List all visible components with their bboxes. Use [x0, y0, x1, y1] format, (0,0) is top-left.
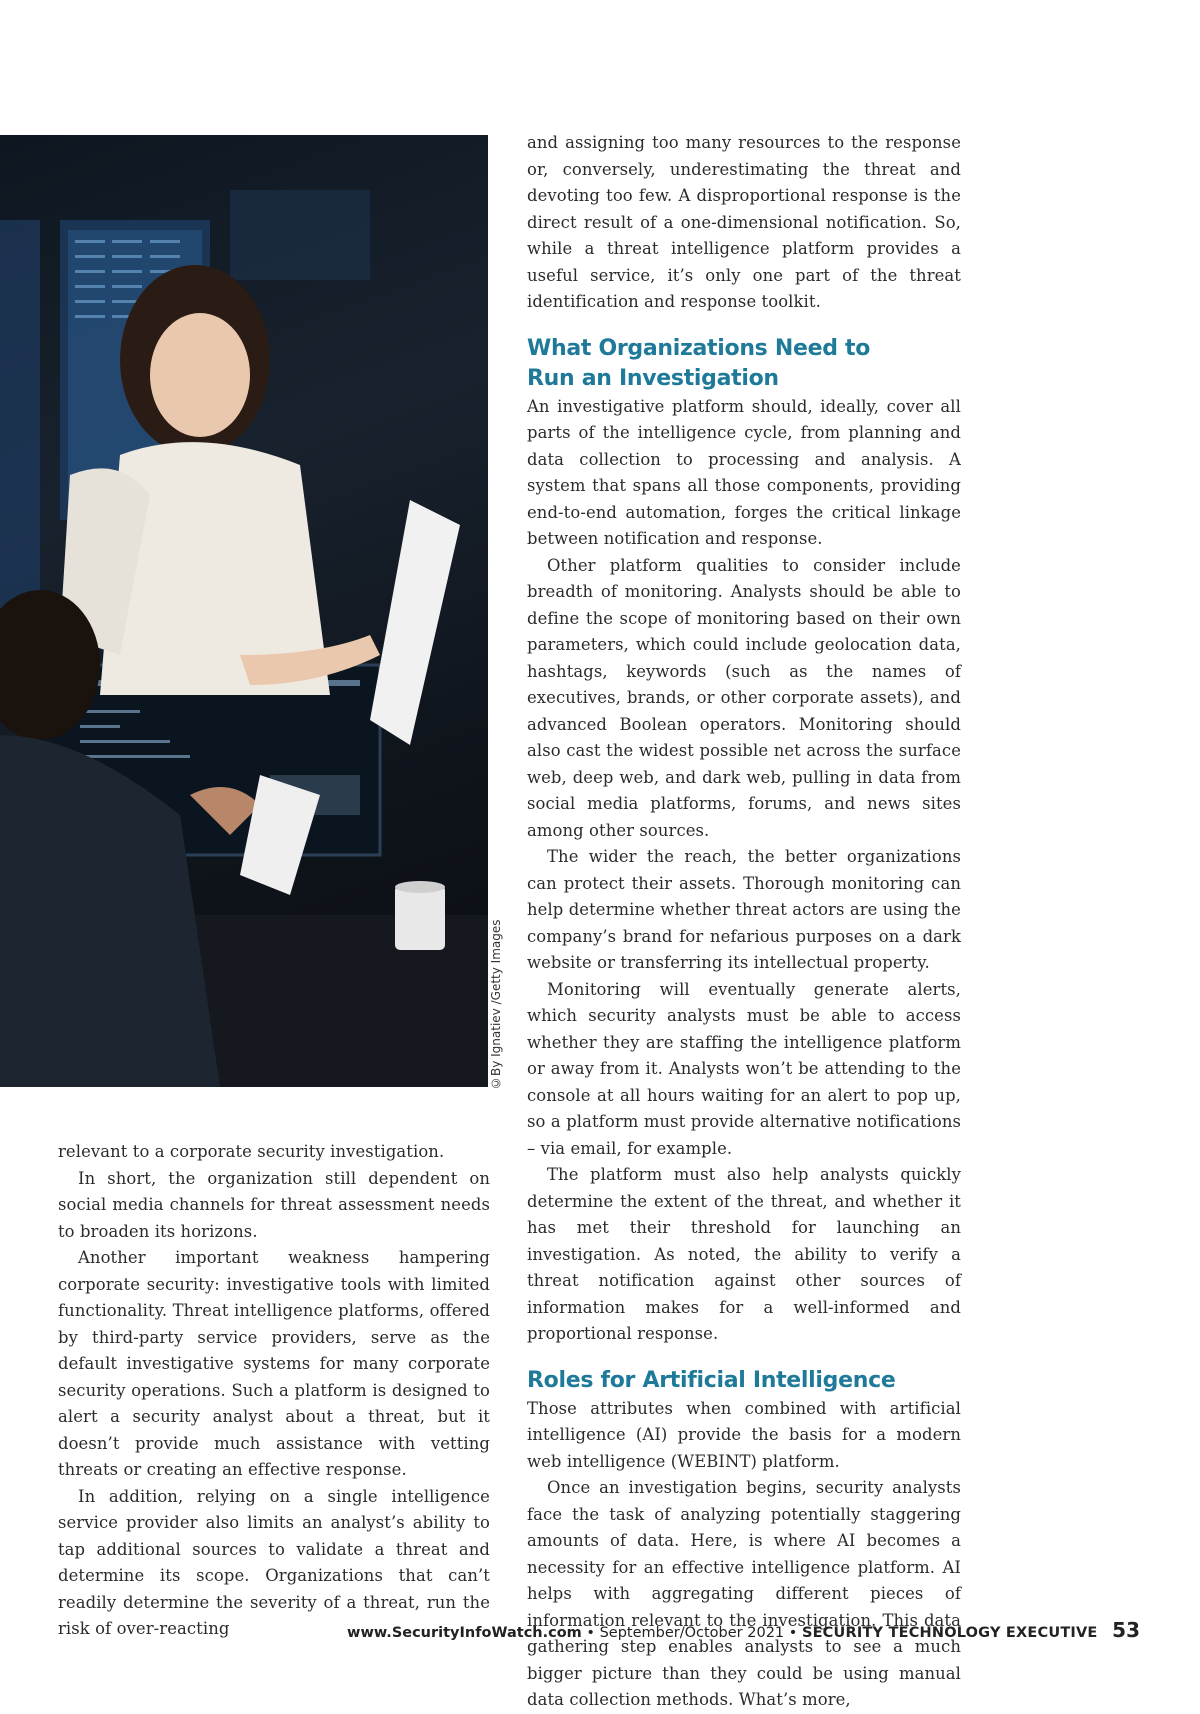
paragraph: Those attributes when combined with artificial intelligence (AI) provide the basis for a modern web intelligence (WEBINT) platform.	[527, 1398, 961, 1471]
paragraph: The platform must also help analysts quickly determine the extent of the threat, and whether it has met their threshold for launching an investigation. As noted, the ability to verify a threat notification against other sources of information makes for a well-informed and proportional response.	[527, 1165, 961, 1343]
page-footer	[0, 1618, 1140, 1642]
paragraph: and assigning too many resources to the response or, conversely, underestimating the threat and devoting too few. A disproportional response is the direct result of a one-dimensional notification. So, while a threat intelligence platform provides a useful service, it’s only one part of the threat identification and response toolkit.	[527, 133, 961, 311]
paragraph: Monitoring will eventually generate alerts, which security analysts must be able to access whether they are staffing the intelligence platform or away from it. Analysts won’t be attending to the console at all hours waiting for an alert to pop up, so a platform must provide alternative notifications – via email, for example.	[527, 979, 961, 1158]
footer-magazine-name: SECURITY TECHNOLOGY EXECUTIVE	[801, 1625, 1098, 1641]
article-photo	[0, 135, 488, 1087]
paragraph: Once an investigation begins, security analysts face the task of analyzing potentially staggering amounts of data. Here, is where AI becomes a necessity for an effective intelligence platform. AI helps with aggregating different pieces of information relevant to the investigation. This data gathering step enables analysts to see a much bigger picture than they could be using manual data collection methods. What’s more,	[527, 1478, 961, 1709]
section-heading-line: Run an Investigation	[527, 365, 779, 391]
section-heading: Roles for Artificial Intelligence	[527, 1367, 896, 1393]
section-heading	[527, 334, 961, 394]
photo-credit: ©By Ignatiev /Getty Images	[489, 919, 503, 1090]
paragraph: In addition, relying on a single intelligence service provider also limits an analyst’s ability to tap additional sources to validate a threat and determine its scope. Organizations that can’t readily determine the severity of a threat, run the risk of over-reacting	[58, 1486, 490, 1638]
section-heading-line: What Organizations Need to	[527, 335, 871, 361]
paragraph: relevant to a corporate security investigation.	[58, 1142, 445, 1161]
left-column	[58, 1139, 490, 1643]
paragraph: The wider the reach, the better organizations can protect their assets. Thorough monitoring can help determine whether threat actors are using the company’s brand for nefarious purposes on a dark website or transferring its intellectual property.	[527, 847, 961, 972]
paragraph: An investigative platform should, ideally, cover all parts of the intelligence cycle, from planning and data collection to processing and analysis. A system that spans all those components, providing end-to-end automation, forges the critical linkage between notification and response.	[527, 396, 961, 548]
paragraph: Other platform qualities to consider include breadth of monitoring. Analysts should be able to define the scope of monitoring based on their own parameters, which could include geolocation data, hashtags, keywords (such as the names of executives, brands, or other corporate assets), and advanced Boolean operators. Monitoring should also cast the widest possible net across the surface web, deep web, and dark web, pulling in data from social media platforms, forums, and news sites among other sources.	[527, 555, 961, 840]
footer-separator: •	[586, 1625, 595, 1641]
footer-url: www.SecurityInfoWatch.com	[347, 1625, 582, 1641]
footer-separator: •	[788, 1625, 798, 1641]
right-column	[527, 130, 961, 1714]
paragraph: In short, the organization still dependent on social media channels for threat assessment needs to broaden its horizons.	[58, 1168, 490, 1241]
paragraph: Another important weakness hampering corporate security: investigative tools with limited functionality. Threat intelligence platforms, offered by third-party service providers, serve as the default investigative systems for many corporate security operations. Such a platform is designed to alert a security analyst about a threat, but it doesn’t provide much assistance with vetting threats or creating an effective response.	[58, 1248, 490, 1479]
security-operations-illustration	[0, 135, 488, 1087]
page-number: 53	[1112, 1618, 1140, 1642]
footer-date: September/October 2021	[599, 1625, 785, 1641]
